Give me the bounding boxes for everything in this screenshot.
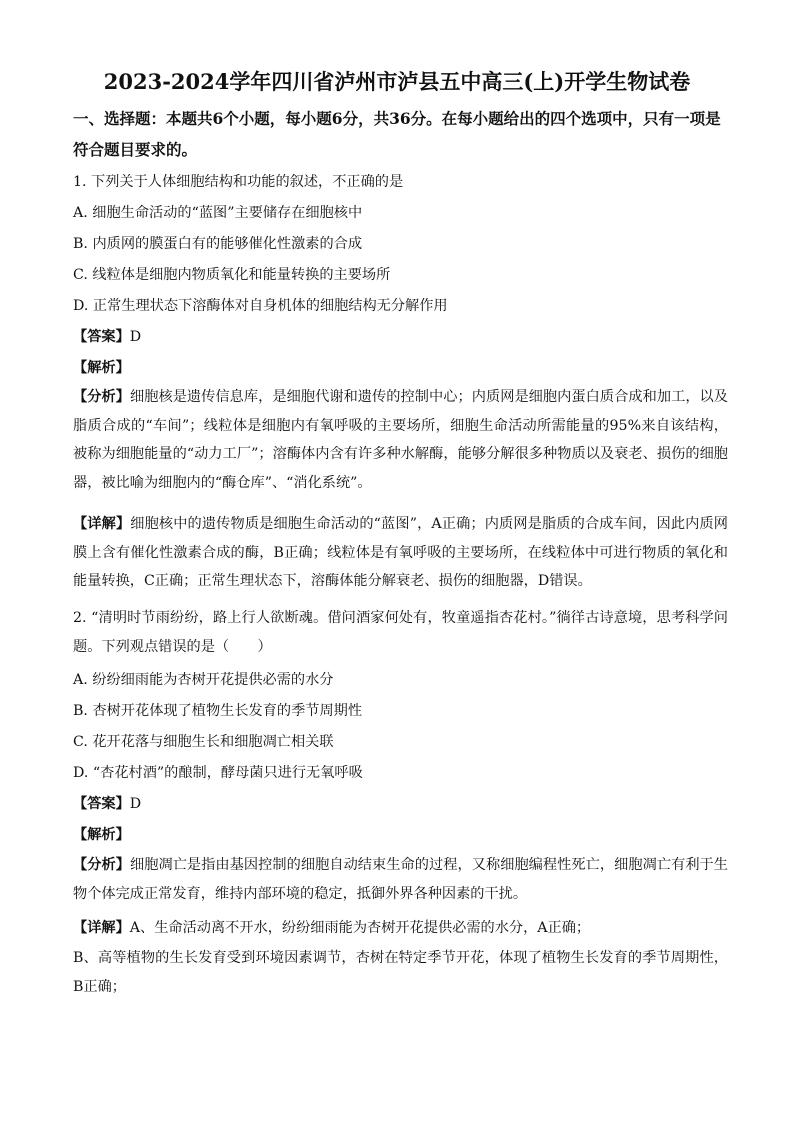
xiangjie-label: 【详解】 [73,920,130,936]
question-2-option-c: C. 花开花落与细胞生长和细胞凋亡相关联 [73,734,334,750]
fenxi-label: 【分析】 [73,389,130,405]
answer-label: 【答案】 [73,329,130,345]
question-1-answer [73,325,728,349]
question-1-xiangjie [73,510,728,596]
xiangjie-text-a: A、生命活动离不开水，纷纷细雨能为杏树开花提供必需的水分，A正确； [129,920,591,936]
question-2-answer [73,792,728,816]
answer-label: 【答案】 [73,796,130,812]
question-1-analysis-label: 【解析】 [73,360,130,376]
question-1-option-d: D. 正常生理状态下溶酶体对自身机体的细胞结构无分解作用 [73,298,448,314]
document-title: 2023-2024学年四川省泸州市泸县五中高三(上)开学生物试卷 [103,69,691,94]
xiangjie-text: 细胞核中的遗传物质是细胞生命活动的“蓝图”，A正确；内质网是脂质的合成车间，因此内质网膜上含有催化性激素合成的酶，B正确；线粒体是有氧呼吸的主要场所，在线粒体中可进行物质的氧化和能量转换，C正确；正常生理状态下，溶酶体能分解衰老、损伤的细胞器，D错误。 [73,516,728,589]
question-1-fenxi [73,383,728,497]
xiangjie-label: 【详解】 [73,516,131,532]
answer-value: D [129,329,142,345]
section-heading: 一、选择题：本题共6个小题，每小题6分，共36分。在每小题给出的四个选项中，只有一项是符合题目要求的。 [73,109,721,159]
question-2-xiangjie-a [73,916,728,940]
question-1-option-c: C. 线粒体是细胞内物质氧化和能量转换的主要场所 [73,267,391,283]
question-2-option-d: D. “杏花村酒”的酿制，酵母菌只进行无氧呼吸 [73,765,363,781]
question-2-option-b: B. 杏树开花体现了植物生长发育的季节周期性 [73,703,363,719]
answer-value: D [129,796,142,812]
fenxi-text: 细胞核是遗传信息库，是细胞代谢和遗传的控制中心；内质网是细胞内蛋白质合成和加工，以及脂质合成的“车间”；线粒体是细胞内有氧呼吸的主要场所，细胞生命活动所需能量的95%来自该结构，被称为细胞能量的“动力工厂”；溶酶体内含有许多种水解酶，能够分解很多种物质以及衰老、损伤的细胞器，被比喻为细胞内的“酶仓库”、“消化系统”。 [73,389,728,491]
question-2-option-a: A. 纷纷细雨能为杏树开花提供必需的水分 [73,672,334,688]
question-1-stem: 1. 下列关于人体细胞结构和功能的叙述，不正确的是 [73,174,404,190]
question-2-analysis-label: 【解析】 [73,827,130,843]
question-2-fenxi [73,851,728,908]
fenxi-text: 细胞凋亡是指由基因控制的细胞自动结束生命的过程，又称细胞编程性死亡，细胞凋亡有利于生物个体完成正常发育，维持内部环境的稳定，抵御外界各种因素的干扰。 [73,857,728,902]
question-1-option-b: B. 内质网的膜蛋白有的能够催化性激素的合成 [73,236,363,252]
question-2-stem: 2. “清明时节雨纷纷，路上行人欲断魂。借问酒家何处有，牧童遥指杏花村。”徜徉古诗意境，思考科学问题。下列观点错误的是（ ） [73,610,728,655]
question-2-xiangjie-b: B、高等植物的生长发育受到环境因素调节，杏树在特定季节开花，体现了植物生长发育的季节周期性，B正确； [73,950,728,995]
question-1-option-a: A. 细胞生命活动的“蓝图”主要储存在细胞核中 [73,205,363,221]
fenxi-label: 【分析】 [73,857,130,873]
